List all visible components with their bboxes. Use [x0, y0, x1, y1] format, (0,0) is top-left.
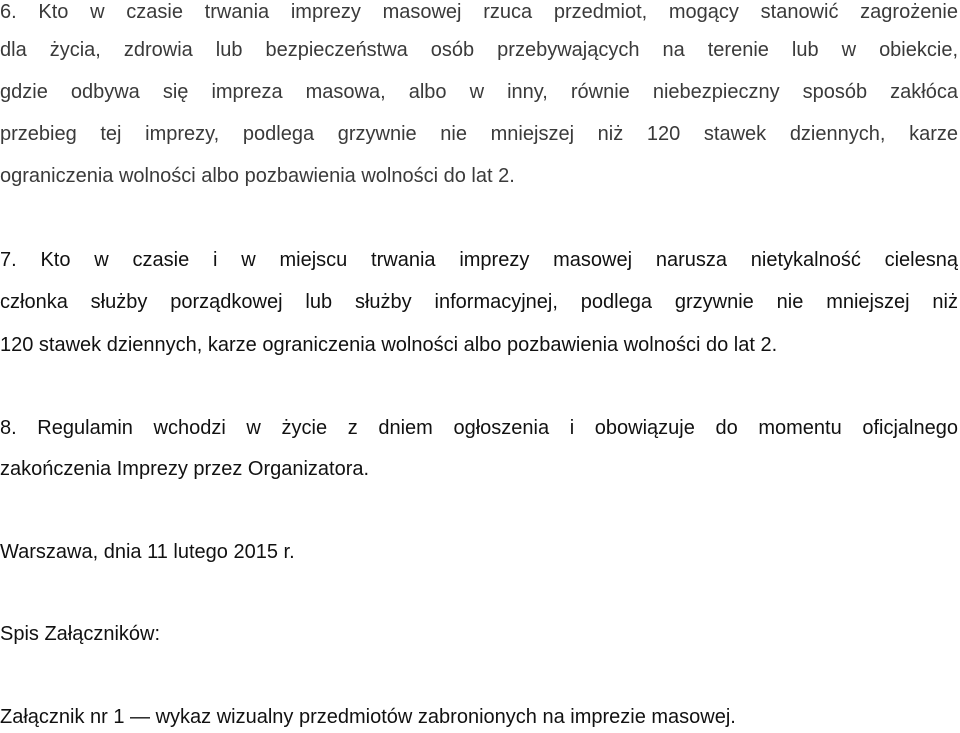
paragraph-line: zakończenia Imprezy przez Organizatora.	[0, 458, 370, 480]
place-date: Warszawa, dnia 11 lutego 2015 r.	[0, 541, 295, 563]
paragraph-line: dla życia, zdrowia lub bezpieczeństwa osób przebywających na terenie lub w obiekcie,	[0, 39, 958, 61]
attachment-item: Załącznik nr 1 — wykaz wizualny przedmiotów zabronionych na imprezie masowej.	[0, 706, 736, 728]
paragraph-line: 7. Kto w czasie i w miejscu trwania imprezy masowej narusza nietykalność cielesną	[0, 249, 958, 271]
paragraph-line: przebieg tej imprezy, podlega grzywnie nie mniejszej niż 120 stawek dziennych, karze	[0, 123, 958, 145]
paragraph-line: członka służby porządkowej lub służby informacyjnej, podlega grzywnie nie mniejszej niż	[0, 291, 958, 313]
paragraph-line: ograniczenia wolności albo pozbawienia wolności do lat 2.	[0, 165, 515, 187]
paragraph-line: 6. Kto w czasie trwania imprezy masowej rzuca przedmiot, mogący stanowić zagrożenie	[0, 1, 958, 23]
attachments-heading: Spis Załączników:	[0, 623, 161, 645]
paragraph-line: gdzie odbywa się impreza masowa, albo w inny, równie niebezpieczny sposób zakłóca	[0, 81, 958, 103]
paragraph-line: 120 stawek dziennych, karze ograniczenia wolności albo pozbawienia wolności do lat 2.	[0, 334, 778, 356]
paragraph-line: 8. Regulamin wchodzi w życie z dniem ogłoszenia i obowiązuje do momentu oficjalnego	[0, 417, 958, 439]
